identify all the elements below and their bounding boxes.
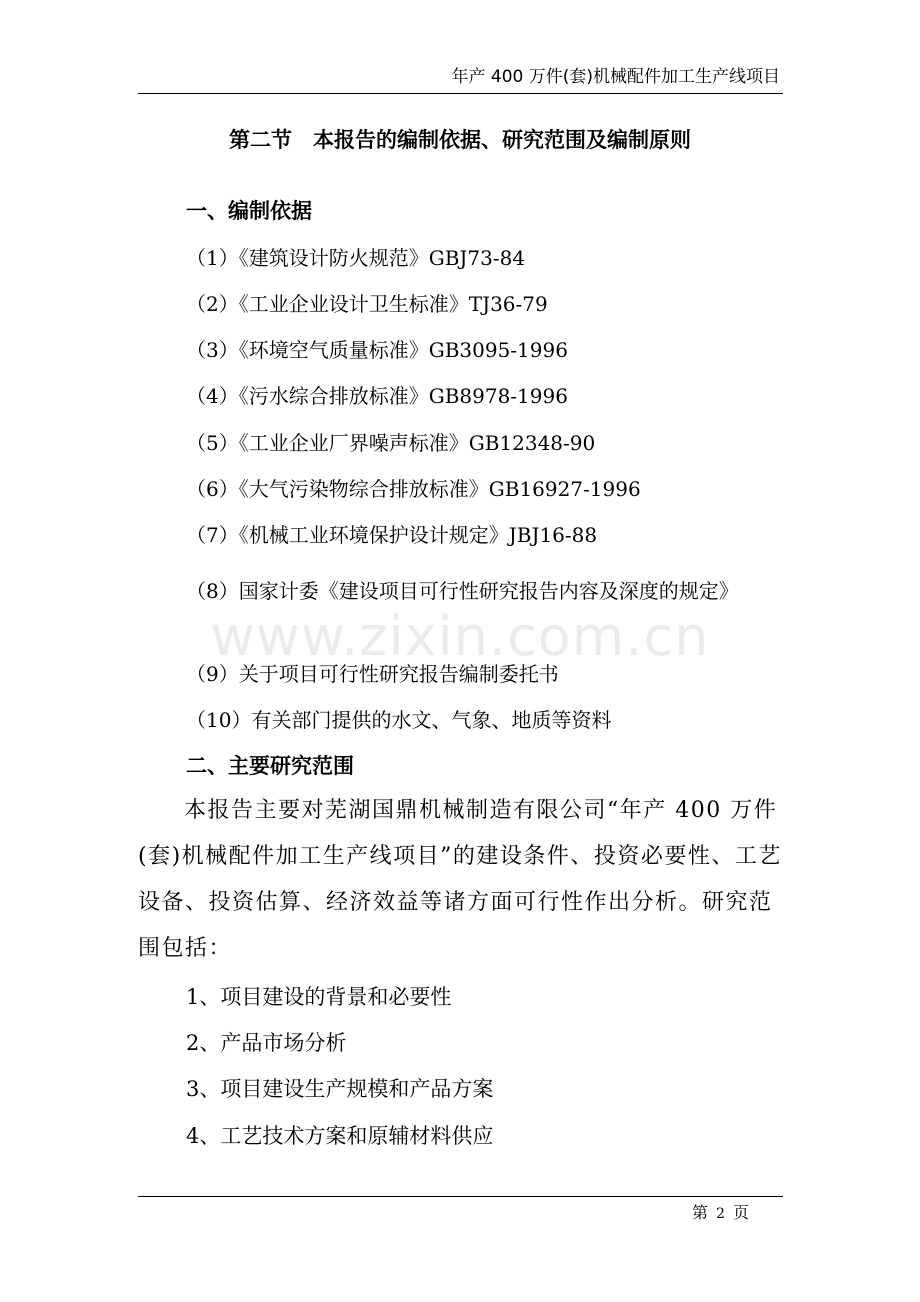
basis-item: （8）国家计委《建设项目可行性研究报告内容及深度的规定》 <box>186 579 739 603</box>
basis-item: （6）《大气污染物综合排放标准》GB16927-1996 <box>186 477 641 501</box>
basis-item: （7）《机械工业环境保护设计规定》JBJ16-88 <box>186 523 598 547</box>
footer-divider <box>138 1196 783 1197</box>
basis-item: （9）关于项目可行性研究报告编制委托书 <box>186 662 559 686</box>
basis-item: （2）《工业企业设计卫生标准》TJ36-79 <box>186 292 548 316</box>
basis-item: （1）《建筑设计防火规范》GBJ73-84 <box>186 246 526 270</box>
page-number: 2 <box>716 1206 725 1222</box>
basis-item: （4）《污水综合排放标准》GB8978-1996 <box>186 384 568 408</box>
scope-item: 1、项目建设的背景和必要性 <box>186 985 452 1009</box>
page-suffix: 页 <box>732 1203 749 1222</box>
basis-item: （3）《环境空气质量标准》GB3095-1996 <box>186 338 568 362</box>
scope-item: 3、项目建设生产规模和产品方案 <box>186 1077 494 1101</box>
scope-item: 4、工艺技术方案和原辅材料供应 <box>186 1124 494 1148</box>
basis-item: （5）《工业企业厂界噪声标准》GB12348-90 <box>186 431 596 455</box>
basis-item: （10）有关部门提供的水文、气象、地质等资料 <box>186 708 612 732</box>
page-number-footer <box>692 1200 749 1223</box>
scope-paragraph: 本报告主要对芜湖国鼎机械制造有限公司“年产 400 万件(套)机械配件加工生产线项目”的建设条件、投资必要性、工艺设备、投资估算、经济效益等诸方面可行性作出分析。研究范围包括： <box>138 798 782 961</box>
basis-heading: 一、编制依据 <box>186 199 312 223</box>
header-divider <box>138 93 783 94</box>
scope-item: 2、产品市场分析 <box>186 1031 347 1055</box>
scope-heading: 二、主要研究范围 <box>186 754 354 778</box>
running-header-title: 年产 400 万件(套)机械配件加工生产线项目 <box>451 67 780 87</box>
watermark: www.zixin.com.cn <box>210 605 710 668</box>
page-prefix: 第 <box>692 1203 709 1222</box>
section-title: 第二节 本报告的编制依据、研究范围及编制原则 <box>229 128 691 152</box>
